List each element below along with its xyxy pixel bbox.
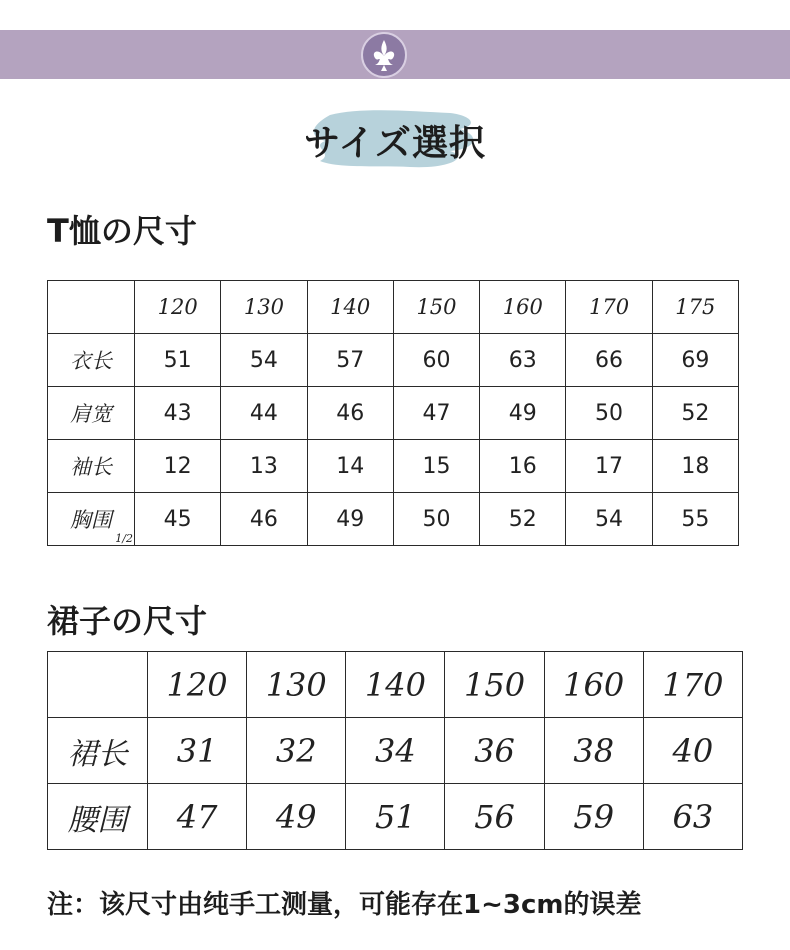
size-header: 170 <box>643 652 742 718</box>
table-cell: 46 <box>307 387 393 440</box>
table-row <box>48 440 739 493</box>
table-cell: 49 <box>307 493 393 546</box>
tshirt-size-table <box>47 280 739 546</box>
table-cell: 13 <box>221 440 307 493</box>
row-label: 腰围 <box>48 784 148 850</box>
row-label: 肩宽 <box>48 387 135 440</box>
table-cell: 12 <box>135 440 221 493</box>
table-cell: 44 <box>221 387 307 440</box>
row-label-subnote: 1/2 <box>115 532 133 545</box>
title-area <box>300 105 490 175</box>
page-title: サイズ選択 <box>303 123 487 164</box>
table-cell: 50 <box>393 493 479 546</box>
table-cell: 31 <box>148 718 247 784</box>
skirt-section-title: 裙子の尺寸 <box>47 602 208 640</box>
table-cell: 15 <box>393 440 479 493</box>
table-cell: 63 <box>480 334 566 387</box>
table-cell: 45 <box>135 493 221 546</box>
measurement-note: 注：该尺寸由纯手工测量，可能存在1~3cm的误差 <box>47 890 642 920</box>
corner-cell <box>48 652 148 718</box>
table-cell: 54 <box>566 493 652 546</box>
table-cell: 36 <box>445 718 544 784</box>
table-cell: 60 <box>393 334 479 387</box>
table-cell: 59 <box>544 784 643 850</box>
size-header: 140 <box>307 281 393 334</box>
table-cell: 52 <box>652 387 738 440</box>
table-cell: 32 <box>247 718 346 784</box>
size-header: 130 <box>247 652 346 718</box>
row-label: 胸围 <box>70 508 112 532</box>
table-cell: 18 <box>652 440 738 493</box>
table-cell: 52 <box>480 493 566 546</box>
table-cell: 56 <box>445 784 544 850</box>
corner-cell <box>48 281 135 334</box>
table-cell: 51 <box>135 334 221 387</box>
row-label: 袖长 <box>48 440 135 493</box>
table-row <box>48 718 743 784</box>
row-label: 衣长 <box>48 334 135 387</box>
table-cell: 16 <box>480 440 566 493</box>
tshirt-section-title: T恤の尺寸 <box>47 212 197 250</box>
table-cell: 49 <box>480 387 566 440</box>
table-cell: 55 <box>652 493 738 546</box>
size-header: 150 <box>393 281 479 334</box>
table-cell: 63 <box>643 784 742 850</box>
table-cell: 38 <box>544 718 643 784</box>
table-cell: 54 <box>221 334 307 387</box>
size-header: 130 <box>221 281 307 334</box>
emblem-badge <box>361 32 407 78</box>
table-cell: 43 <box>135 387 221 440</box>
table-cell: 49 <box>247 784 346 850</box>
size-header: 170 <box>566 281 652 334</box>
table-cell: 17 <box>566 440 652 493</box>
table-row <box>48 387 739 440</box>
table-header-row <box>48 281 739 334</box>
size-header: 140 <box>346 652 445 718</box>
table-cell: 40 <box>643 718 742 784</box>
table-cell: 51 <box>346 784 445 850</box>
table-cell: 57 <box>307 334 393 387</box>
fleur-de-lis-icon <box>363 34 405 76</box>
size-header: 150 <box>445 652 544 718</box>
size-header: 120 <box>148 652 247 718</box>
size-header: 160 <box>480 281 566 334</box>
table-cell: 34 <box>346 718 445 784</box>
table-cell: 14 <box>307 440 393 493</box>
size-header: 175 <box>652 281 738 334</box>
table-row <box>48 334 739 387</box>
size-header: 120 <box>135 281 221 334</box>
table-cell: 69 <box>652 334 738 387</box>
table-cell: 47 <box>393 387 479 440</box>
table-header-row <box>48 652 743 718</box>
size-header: 160 <box>544 652 643 718</box>
skirt-size-table <box>47 651 743 850</box>
row-label-cell <box>48 493 135 546</box>
row-label: 裙长 <box>48 718 148 784</box>
table-cell: 46 <box>221 493 307 546</box>
table-cell: 50 <box>566 387 652 440</box>
table-row <box>48 493 739 546</box>
table-cell: 66 <box>566 334 652 387</box>
table-cell: 47 <box>148 784 247 850</box>
table-row <box>48 784 743 850</box>
